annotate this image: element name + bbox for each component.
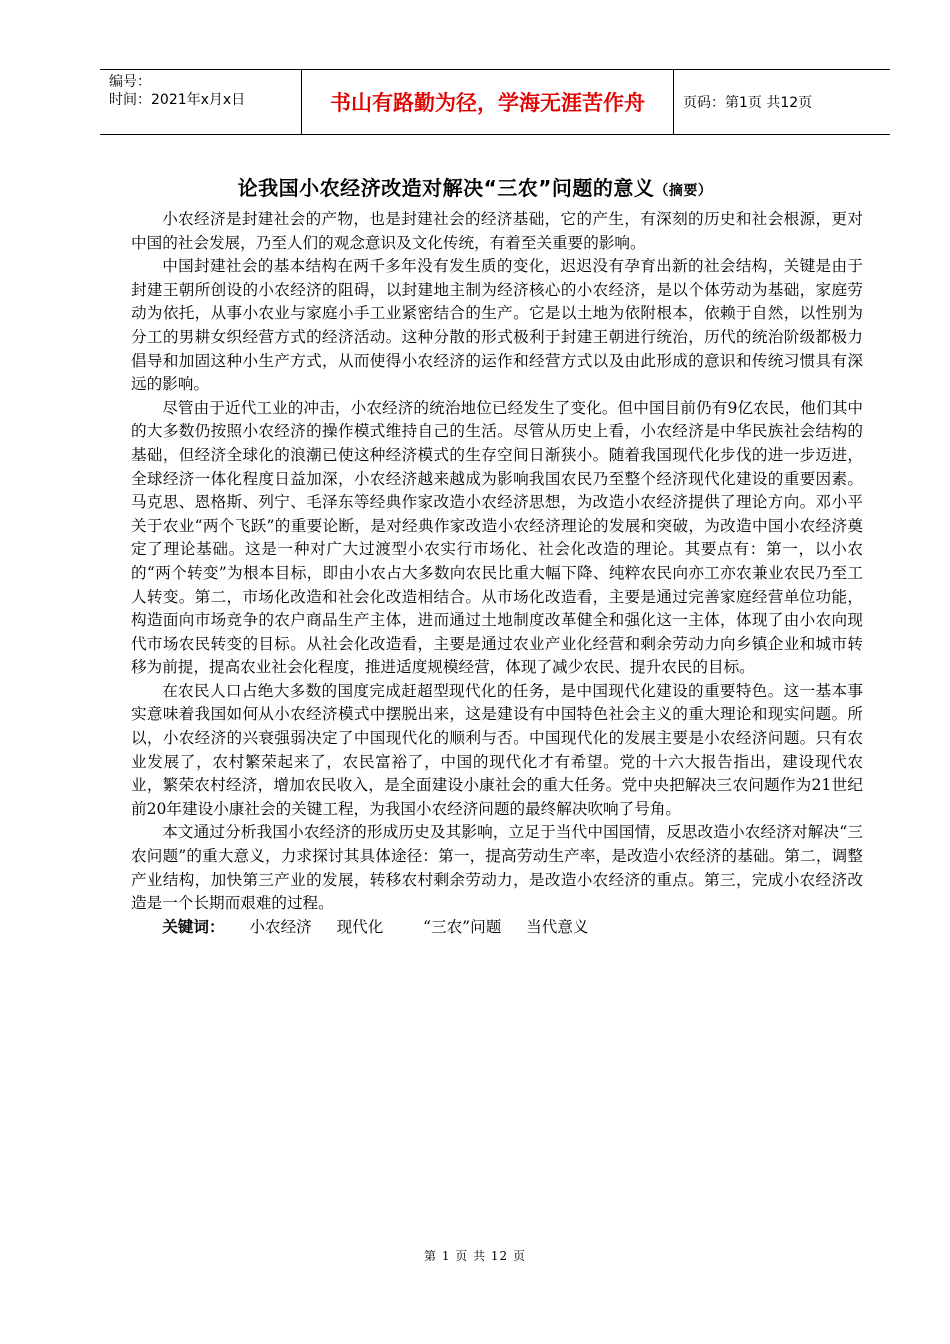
keywords-label: 关键词：	[162, 917, 225, 936]
title-suffix: （摘要）	[654, 183, 713, 199]
header-page-info: 页码：第1页 共12页	[683, 95, 813, 111]
document-body	[131, 208, 863, 939]
keyword-2: 现代化	[336, 917, 384, 936]
paragraph-1: 小农经济是封建社会的产物，也是封建社会的经济基础，它的产生，有深刻的历史和社会根源，更对中国的社会发展，乃至人们的观念意识及文化传统，有着至关重要的影响。	[131, 210, 863, 252]
paragraph-3: 尽管由于近代工业的冲击，小农经济的统治地位已经发生了变化。但中国目前仍有9亿农民，他们其中的大多数仍按照小农经济的操作模式维持自己的生活。尽管从历史上看，小农经济是中华民族社会结构的基础，但经济全球化的浪潮已使这种经济模式的生存空间日渐狭小。随着我国现代化步伐的进一步迈进，全球经济一体化程度日益加深，小农经济越来越成为影响我国农民乃至整个经济现代化建设的重要因素。马克思、恩格斯、列宁、毛泽东等经典作家改造小农经济思想，为改造小农经济提供了理论方向。邓小平关于农业“两个飞跃”的重要论断，是对经典作家改造小农经济理论的发展和突破，为改造中国小农经济奠定了理论基础。这是一种对广大过渡型小农实行市场化、社会化改造的理论。其要点有：第一，以小农的“两个转变”为根本目标，即由小农占大多数向农民比重大幅下降、纯粹农民向亦工亦农兼业农民乃至工人转变。第二，市场化改造和社会化改造相结合。从市场化改造看，主要是通过完善家庭经营单位功能，构造面向市场竞争的农户商品生产主体，进而通过土地制度改革健全和强化这一主体，体现了由小农向现代市场农民转变的目标。从社会化改造看，主要是通过农业产业化经营和剩余劳动力向乡镇企业和城市转移为前提，提高农业社会化程度，推进适度规模经营，体现了减少农民、提升农民的目标。	[131, 398, 863, 677]
header-meta-cell	[100, 70, 302, 134]
paragraph-5: 本文通过分析我国小农经济的形成历史及其影响，立足于当代中国国情，反思改造小农经济对解决“三农问题”的重大意义，力求探讨其具体途径：第一，提高劳动生产率，是改造小农经济的基础。第二，调整产业结构，加快第三产业的发展，转移农村剩余劳动力，是改造小农经济的重点。第三，完成小农经济改造是一个长期而艰难的过程。	[131, 823, 863, 913]
keyword-1: 小农经济	[249, 917, 312, 936]
paragraph-2: 中国封建社会的基本结构在两千多年没有发生质的变化，迟迟没有孕育出新的社会结构，关键是由于封建王朝所创设的小农经济的阻碍，以封建地主制为经济核心的小农经济，是以个体劳动为基础，家庭劳动为依托，从事小农业与家庭小手工业紧密结合的生产。它是以土地为依附根本，依赖于自然，以性别为分工的男耕女织经营方式的经济活动。这种分散的形式极利于封建王朝进行统治，历代的统治阶级都极力倡导和加固这种小生产方式，从而使得小农经济的运作和经营方式以及由此形成的意识和传统习惯具有深远的影响。	[131, 257, 863, 394]
document-header	[100, 69, 890, 135]
keywords-line	[131, 916, 863, 940]
page-footer: 第 1 页 共 12 页	[424, 1249, 526, 1263]
keyword-3: “三农”问题	[423, 917, 502, 936]
paragraph-4: 在农民人口占绝大多数的国度完成赶超型现代化的任务，是中国现代化建设的重要特色。这一基本事实意味着我国如何从小农经济模式中摆脱出来，这是建设有中国特色社会主义的重大理论和现实问题。所以，小农经济的兴衰强弱决定了中国现代化的顺利与否。中国现代化的发展主要是小农经济问题。只有农业发展了，农村繁荣起来了，农民富裕了，中国的现代化才有希望。党的十六大报告指出，建设现代农业，繁荣农村经济，增加农民收入，是全面建设小康社会的重大任务。党中央把解决三农问题作为21世纪前20年建设小康社会的关键工程，为我国小农经济问题的最终解决吹响了号角。	[131, 681, 863, 818]
date-label: 时间：2021年x月x日	[109, 92, 246, 108]
title-main: 论我国小农经济改造对解决“三农”问题的意义	[237, 176, 655, 200]
keyword-4: 当代意义	[526, 917, 589, 936]
document-title	[0, 172, 950, 201]
serial-number-label: 编号：	[109, 74, 151, 90]
header-motto: 书山有路勤为径，学海无涯苦作舟	[302, 70, 674, 134]
